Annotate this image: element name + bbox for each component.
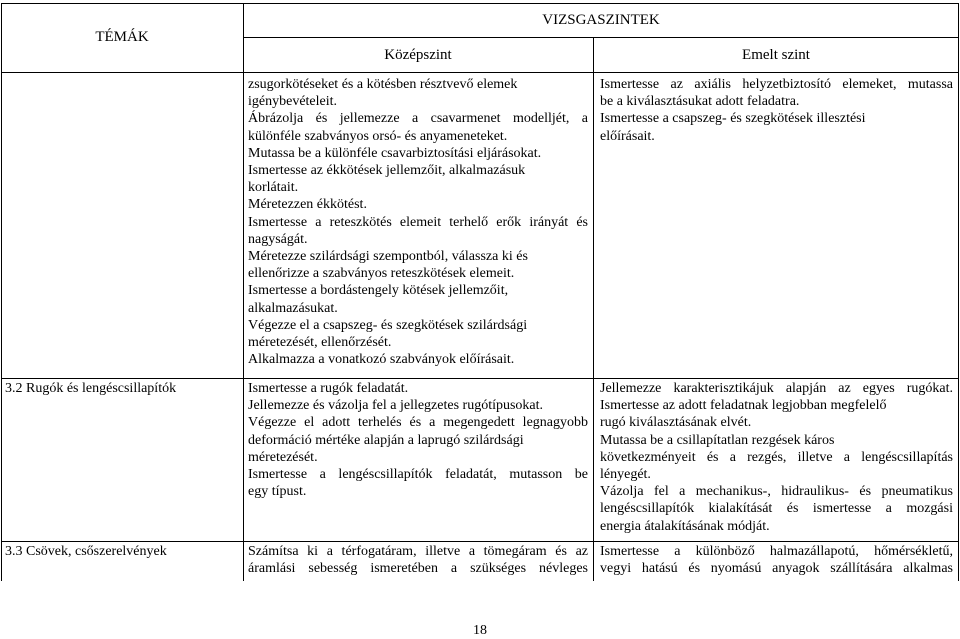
text-line: alkalmazásukat. [248, 300, 338, 316]
text-line: Ismertesse a reteszkötés elemeit terhelő erők irányát és [248, 214, 588, 230]
row-2-kozep-cell [248, 380, 588, 500]
text-line: Végezze el adott terhelés és a megengedett legnagyobb [248, 415, 588, 431]
text-line: energia átalakításának módját. [600, 518, 770, 534]
text-line: Ismertesse a lengéscsillapítók feladatát, mutasson be [248, 467, 588, 483]
text-line: lényegét. [600, 467, 651, 483]
row-3-topic: 3.3 Csövek, csőszerelvények [5, 544, 167, 559]
text-line: Mutassa be a különféle csavarbiztosítási eljárásokat. [248, 145, 542, 161]
text-line: vegyi hatású és nyomású anyagok szállítására alkalmas [600, 561, 953, 577]
text-line: Számítsa ki a térfogatáram, illetve a tömegáram és az [248, 544, 588, 559]
text-line: lengéscsillapítók kialakítását és ismertesse a mozgási [600, 501, 953, 517]
text-line: Méretezzen ékkötést. [248, 197, 367, 213]
text-line: Ismertesse a bordástengely kötések jellemzőit, [248, 283, 509, 299]
text-line: méretezését, ellenőrzését. [248, 335, 392, 351]
text-line: Ismertesse a különböző halmazállapotú, hőmérsékletű, [600, 544, 953, 559]
row-2-emelt-cell [600, 380, 953, 535]
text-line: Végezze el a csapszeg- és szegkötések szilárdsági [248, 317, 528, 333]
page-number: 18 [473, 623, 487, 638]
text-line: zsugorkötéseket és a kötésben résztvevő elemek [248, 77, 518, 92]
row-divider-2 [1, 541, 959, 542]
text-line: Ismertesse az ékkötések jellemzőit, alkalmazásuk [248, 163, 526, 179]
row-3-kozep-cell [248, 543, 588, 577]
table-left-border [1, 3, 2, 581]
header-bottom-border [1, 72, 959, 73]
text-line: Alkalmazza a vonatkozó szabványok előírásait. [248, 352, 515, 368]
text-line: be a kiválasztásukat adott feladatra. [600, 94, 800, 110]
text-line: különféle szabványos orsó- és anyamenetеket. [248, 128, 508, 144]
text-line: Mutassa be a csillapítatlan rezgések káros [600, 432, 835, 448]
text-line: Ismertesse a rugók feladatát. [248, 381, 409, 396]
text-line: egy típust. [248, 484, 307, 500]
header-kozepszint: Középszint [384, 47, 452, 63]
table-right-border [958, 3, 959, 581]
level-column-border [593, 37, 594, 581]
row-3-emelt-cell [600, 543, 953, 577]
text-line: Ismertesse az adott feladatnak legjobban megfelelő [600, 398, 887, 414]
text-line: igénybevételeit. [248, 94, 338, 110]
text-line: áramlási sebesség ismeretében a szükséges névleges [248, 561, 588, 577]
text-line: korlátait. [248, 180, 299, 196]
text-line: Jellemezze és vázolja fel a jellegzetes rugótípusokat. [248, 398, 544, 414]
row-1-emelt-cell [600, 76, 953, 145]
text-line: Jellemezze karakterisztikájuk alapján az egyes rugókat. [600, 381, 953, 396]
text-line: Méretezze szilárdsági szempontból, válassza ki és [248, 249, 528, 265]
row-divider-1 [1, 378, 959, 379]
text-line: méretezését. [248, 449, 318, 465]
table-top-border [1, 3, 959, 4]
header-emelt-szint: Emelt szint [742, 47, 810, 63]
text-line: következményeit és a rezgés, illetve a lengéscsillapítás [600, 449, 953, 465]
text-line: Ismertesse az axiális helyzetbiztosító elemeket, mutassa [600, 77, 953, 92]
text-line: Ismertesse a csapszeg- és szegkötések illesztési [600, 111, 866, 127]
row-2-topic: 3.2 Rugók és lengéscsillapítók [5, 381, 177, 396]
level-header-divider [243, 37, 959, 38]
text-line: Ábrázolja és jellemezze a csavarmenet modelljét, a [248, 111, 588, 127]
text-line: nagyságát. [248, 231, 308, 247]
row-1-kozep-cell [248, 76, 588, 368]
topic-column-border [243, 3, 244, 581]
text-line: Vázolja fel a mechanikus-, hidraulikus- és pneumatikus [600, 484, 953, 500]
header-temak: TÉMÁK [95, 29, 149, 45]
text-line: előírásait. [600, 128, 655, 144]
text-line: ellenőrizze a szabványos reteszkötések elemeit. [248, 266, 515, 282]
text-line: deformáció mértéke alapján a laprugó szilárdsági [248, 432, 524, 448]
text-line: rugó kiválasztásának elvét. [600, 415, 752, 431]
header-vizsgaszintek: VIZSGASZINTEK [542, 12, 660, 28]
